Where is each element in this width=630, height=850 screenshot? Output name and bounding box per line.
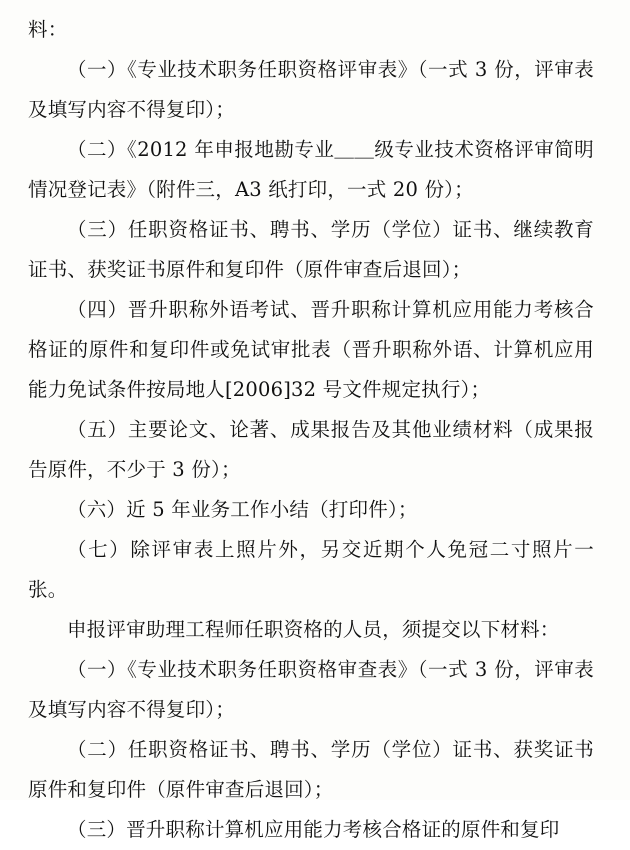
paragraph-item-4: （四）晋升职称外语考试、晋升职称计算机应用能力考核合格证的原件和复印件或免试审批表（晋升职称外语、计算机应用能力免试条件按局地人[2006]32 号文件规定执行）； [28, 298, 594, 401]
paragraph-item-1: （一）《专业技术职务任职资格评审表》（一式 3 份，评审表及填写内容不得复印）； [28, 58, 594, 121]
paragraph-item-5: （五）主要论文、论著、成果报告及其他业绩材料（成果报告原件，不少于 3 份）； [28, 418, 594, 481]
paragraph-item-7: （七）除评审表上照片外，另交近期个人免冠二寸照片一张。 [28, 538, 594, 601]
paragraph-lead-fragment: 料： [28, 18, 68, 41]
paragraph-item-3: （三）任职资格证书、聘书、学历（学位）证书、继续教育证书、获奖证书原件和复印件（原件审查后退回）； [28, 218, 594, 281]
paragraph-sub-item-1: （一）《专业技术职务任职资格审查表》（一式 3 份，评审表及填写内容不得复印）； [28, 658, 594, 721]
paragraph-item-6: （六）近 5 年业务工作小结（打印件）； [67, 498, 418, 521]
paragraph-sub-item-3: （三）晋升职称计算机应用能力考核合格证的原件和复印 [67, 818, 560, 841]
paragraph-item-2: （二）《2012 年申报地勘专业＿＿级专业技术资格评审简明情况登记表》（附件三，A3 纸打印，一式 20 份）； [28, 138, 594, 201]
paragraph-sub-item-2: （二）任职资格证书、聘书、学历（学位）证书、获奖证书原件和复印件（原件审查后退回）； [28, 738, 594, 801]
paragraph-section-assistant-engineer: 申报评审助理工程师任职资格的人员，须提交以下材料： [67, 618, 560, 641]
